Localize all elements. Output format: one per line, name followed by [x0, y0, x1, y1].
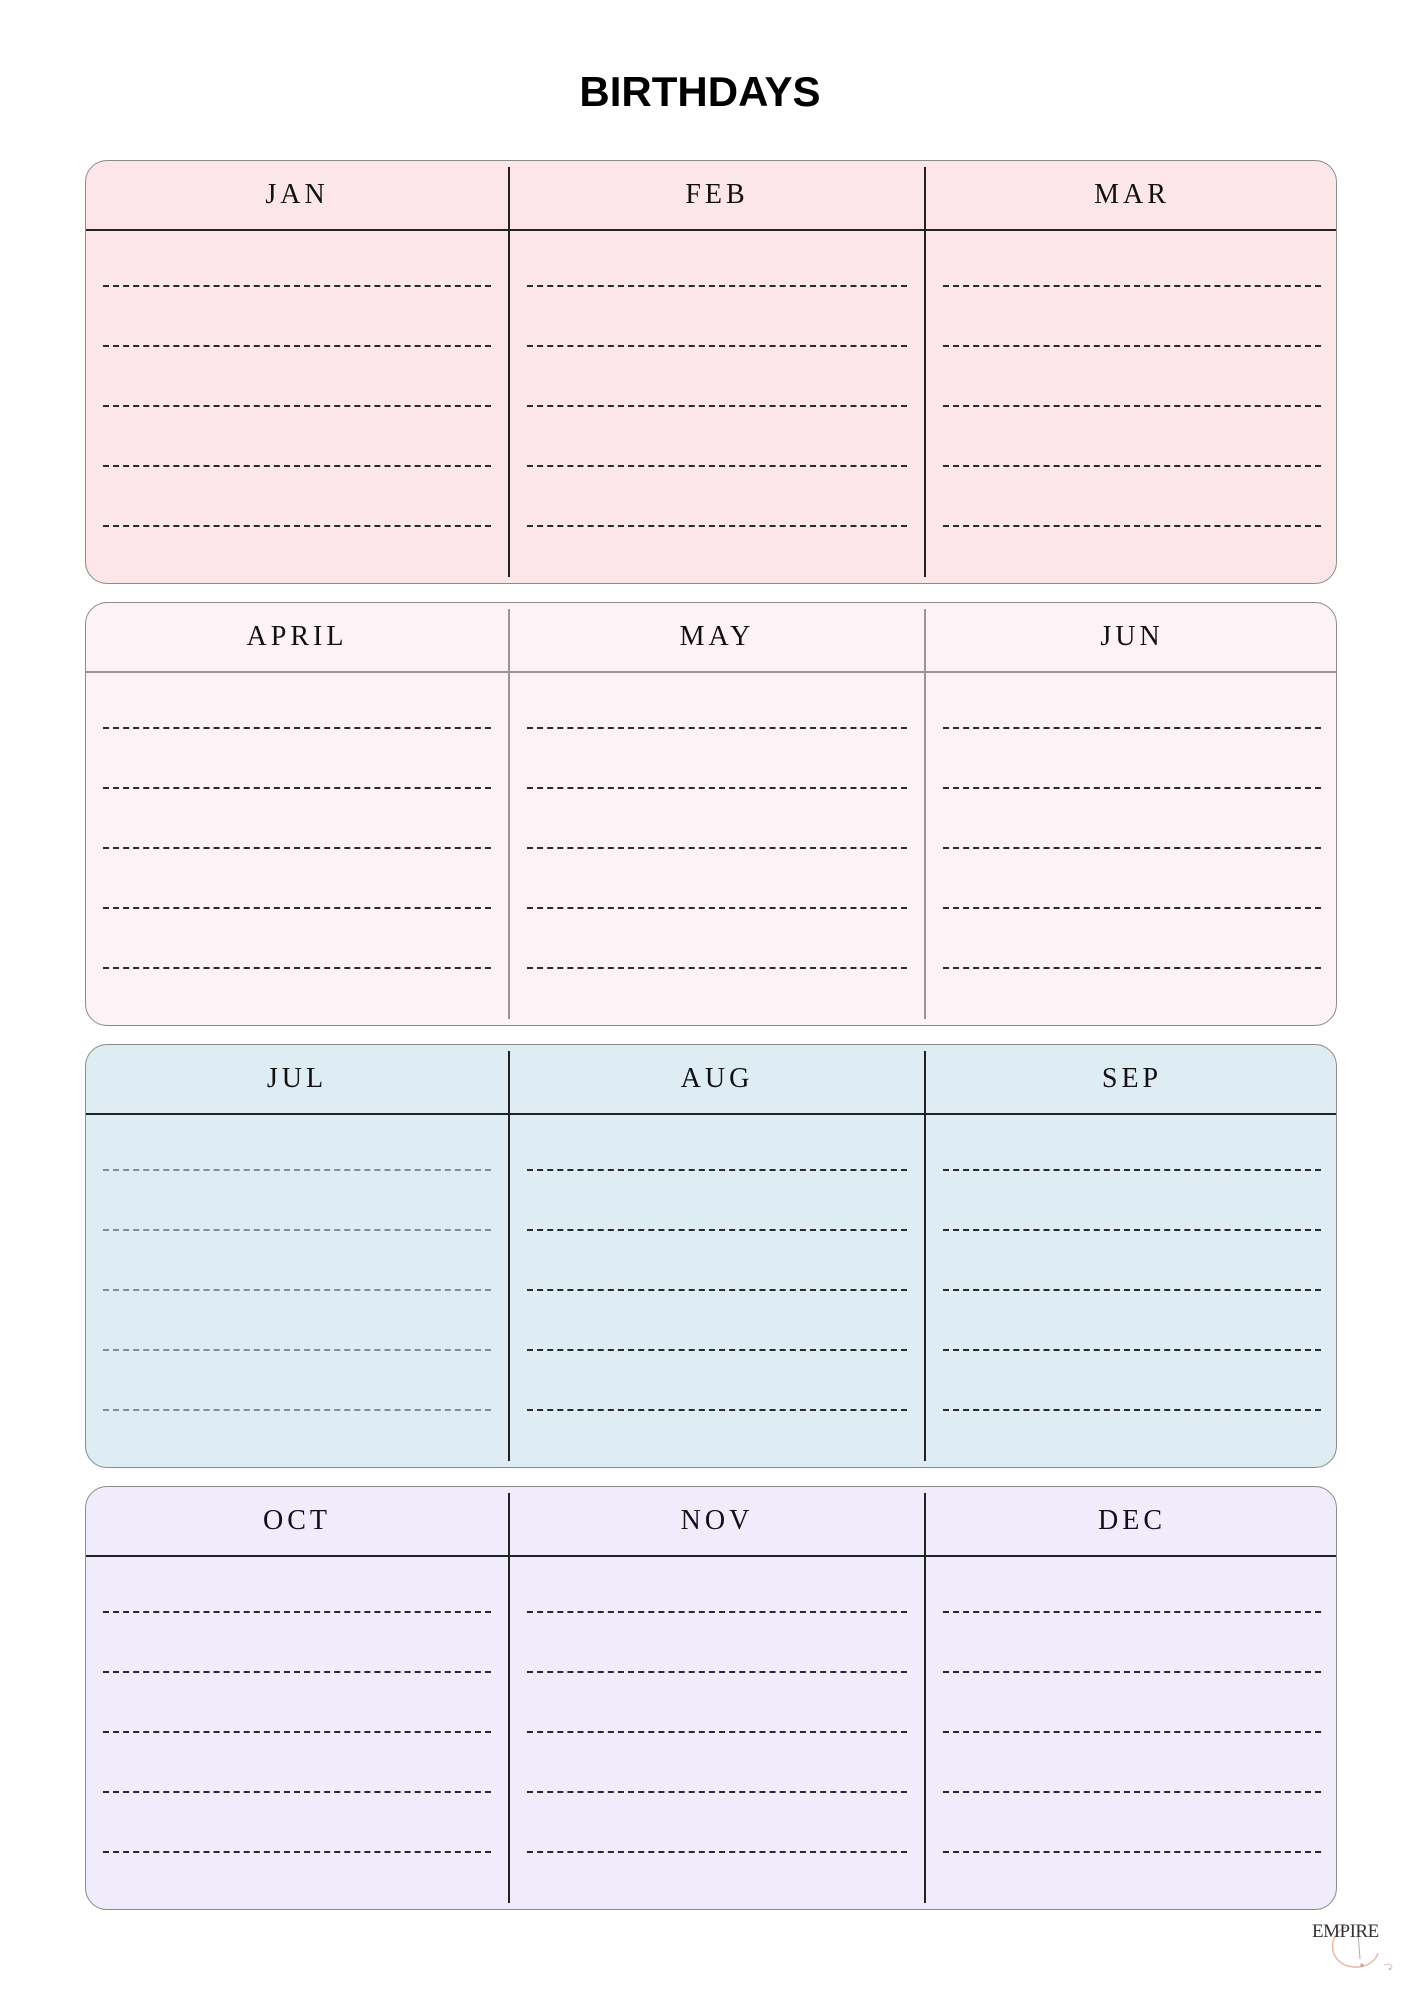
birthday-entry-line[interactable]	[943, 967, 1321, 969]
birthday-entry-line[interactable]	[527, 787, 907, 789]
birthday-entry-line[interactable]	[943, 1229, 1321, 1231]
birthday-entry-line[interactable]	[943, 787, 1321, 789]
quarter-panel-3	[85, 1044, 1337, 1468]
birthday-entry-line[interactable]	[527, 1611, 907, 1613]
birthday-entry-line[interactable]	[103, 727, 491, 729]
column-divider	[508, 609, 510, 1019]
birthday-entry-line[interactable]	[527, 1229, 907, 1231]
month-label-sep: SEP	[1101, 1063, 1163, 1094]
birthday-entry-line[interactable]	[943, 847, 1321, 849]
birthday-entry-line[interactable]	[943, 1731, 1321, 1733]
birthday-entry-line[interactable]	[527, 1349, 907, 1351]
birthday-entry-line[interactable]	[527, 405, 907, 407]
month-label-may: MAY	[679, 621, 755, 652]
column-divider	[924, 609, 926, 1019]
month-label-jun: JUN	[1100, 621, 1164, 652]
birthday-entry-line[interactable]	[943, 1409, 1321, 1411]
birthday-entry-line[interactable]	[527, 1851, 907, 1853]
birthday-entry-line[interactable]	[103, 967, 491, 969]
birthday-entry-line[interactable]	[103, 1349, 491, 1351]
birthday-entry-line[interactable]	[103, 285, 491, 287]
month-label-feb: FEB	[685, 179, 749, 210]
month-label-jan: JAN	[265, 179, 329, 210]
column-divider	[508, 1051, 510, 1461]
birthday-entry-line[interactable]	[103, 1791, 491, 1793]
logo-wordmark: EMPIRE	[1312, 1921, 1379, 1942]
birthday-entry-line[interactable]	[943, 1791, 1321, 1793]
quarter-panel-1	[85, 160, 1337, 584]
month-label-jul: JUL	[266, 1063, 328, 1094]
birthday-entry-line[interactable]	[527, 847, 907, 849]
birthday-entry-line[interactable]	[103, 847, 491, 849]
birthday-entry-line[interactable]	[103, 1409, 491, 1411]
birthday-entry-line[interactable]	[943, 727, 1321, 729]
birthday-entry-line[interactable]	[103, 1169, 491, 1171]
quarter-panel-2	[85, 602, 1337, 1026]
birthday-entry-line[interactable]	[103, 465, 491, 467]
birthday-entry-line[interactable]	[527, 1671, 907, 1673]
birthday-entry-line[interactable]	[943, 1671, 1321, 1673]
birthday-entry-line[interactable]	[527, 967, 907, 969]
birthday-entry-line[interactable]	[527, 1731, 907, 1733]
month-label-dec: DEC	[1098, 1505, 1166, 1536]
birthday-entry-line[interactable]	[527, 727, 907, 729]
birthday-entry-line[interactable]	[103, 1229, 491, 1231]
birthday-entry-line[interactable]	[103, 1851, 491, 1853]
birthday-entry-line[interactable]	[103, 1289, 491, 1291]
quarter-panel-4	[85, 1486, 1337, 1910]
birthday-entry-line[interactable]	[527, 1409, 907, 1411]
birthday-entry-line[interactable]	[943, 285, 1321, 287]
birthday-entry-line[interactable]	[103, 1611, 491, 1613]
birthday-entry-line[interactable]	[943, 907, 1321, 909]
birthday-entry-line[interactable]	[527, 1169, 907, 1171]
birthday-entry-line[interactable]	[103, 787, 491, 789]
birthday-entry-line[interactable]	[527, 285, 907, 287]
birthday-entry-line[interactable]	[943, 465, 1321, 467]
birthday-entry-line[interactable]	[527, 465, 907, 467]
birthday-entry-line[interactable]	[943, 525, 1321, 527]
birthday-entry-line[interactable]	[527, 1289, 907, 1291]
birthday-entry-line[interactable]	[103, 907, 491, 909]
page-title: BIRTHDAYS	[579, 68, 821, 115]
birthday-entry-line[interactable]	[103, 405, 491, 407]
birthday-entry-line[interactable]	[527, 525, 907, 527]
birthday-entry-line[interactable]	[527, 1791, 907, 1793]
month-label-aug: AUG	[680, 1063, 754, 1094]
birthday-entry-line[interactable]	[943, 1611, 1321, 1613]
column-divider	[924, 1493, 926, 1903]
birthday-entry-line[interactable]	[103, 1671, 491, 1673]
birthday-entry-line[interactable]	[103, 1731, 491, 1733]
column-divider	[924, 167, 926, 577]
month-label-nov: NOV	[680, 1505, 754, 1536]
month-label-mar: MAR	[1094, 179, 1170, 210]
birthday-entry-line[interactable]	[943, 1169, 1321, 1171]
birthday-entry-line[interactable]	[943, 1349, 1321, 1351]
column-divider	[924, 1051, 926, 1461]
column-divider	[508, 1493, 510, 1903]
birthday-entry-line[interactable]	[527, 345, 907, 347]
birthday-entry-line[interactable]	[943, 1851, 1321, 1853]
brand-logo	[1306, 1915, 1410, 1975]
month-label-oct: OCT	[263, 1505, 331, 1536]
month-label-april: APRIL	[246, 621, 348, 652]
birthday-entry-line[interactable]	[103, 525, 491, 527]
birthday-entry-line[interactable]	[943, 345, 1321, 347]
column-divider	[508, 167, 510, 577]
birthday-entry-line[interactable]	[943, 405, 1321, 407]
birthday-entry-line[interactable]	[527, 907, 907, 909]
birthday-entry-line[interactable]	[943, 1289, 1321, 1291]
birthday-entry-line[interactable]	[103, 345, 491, 347]
